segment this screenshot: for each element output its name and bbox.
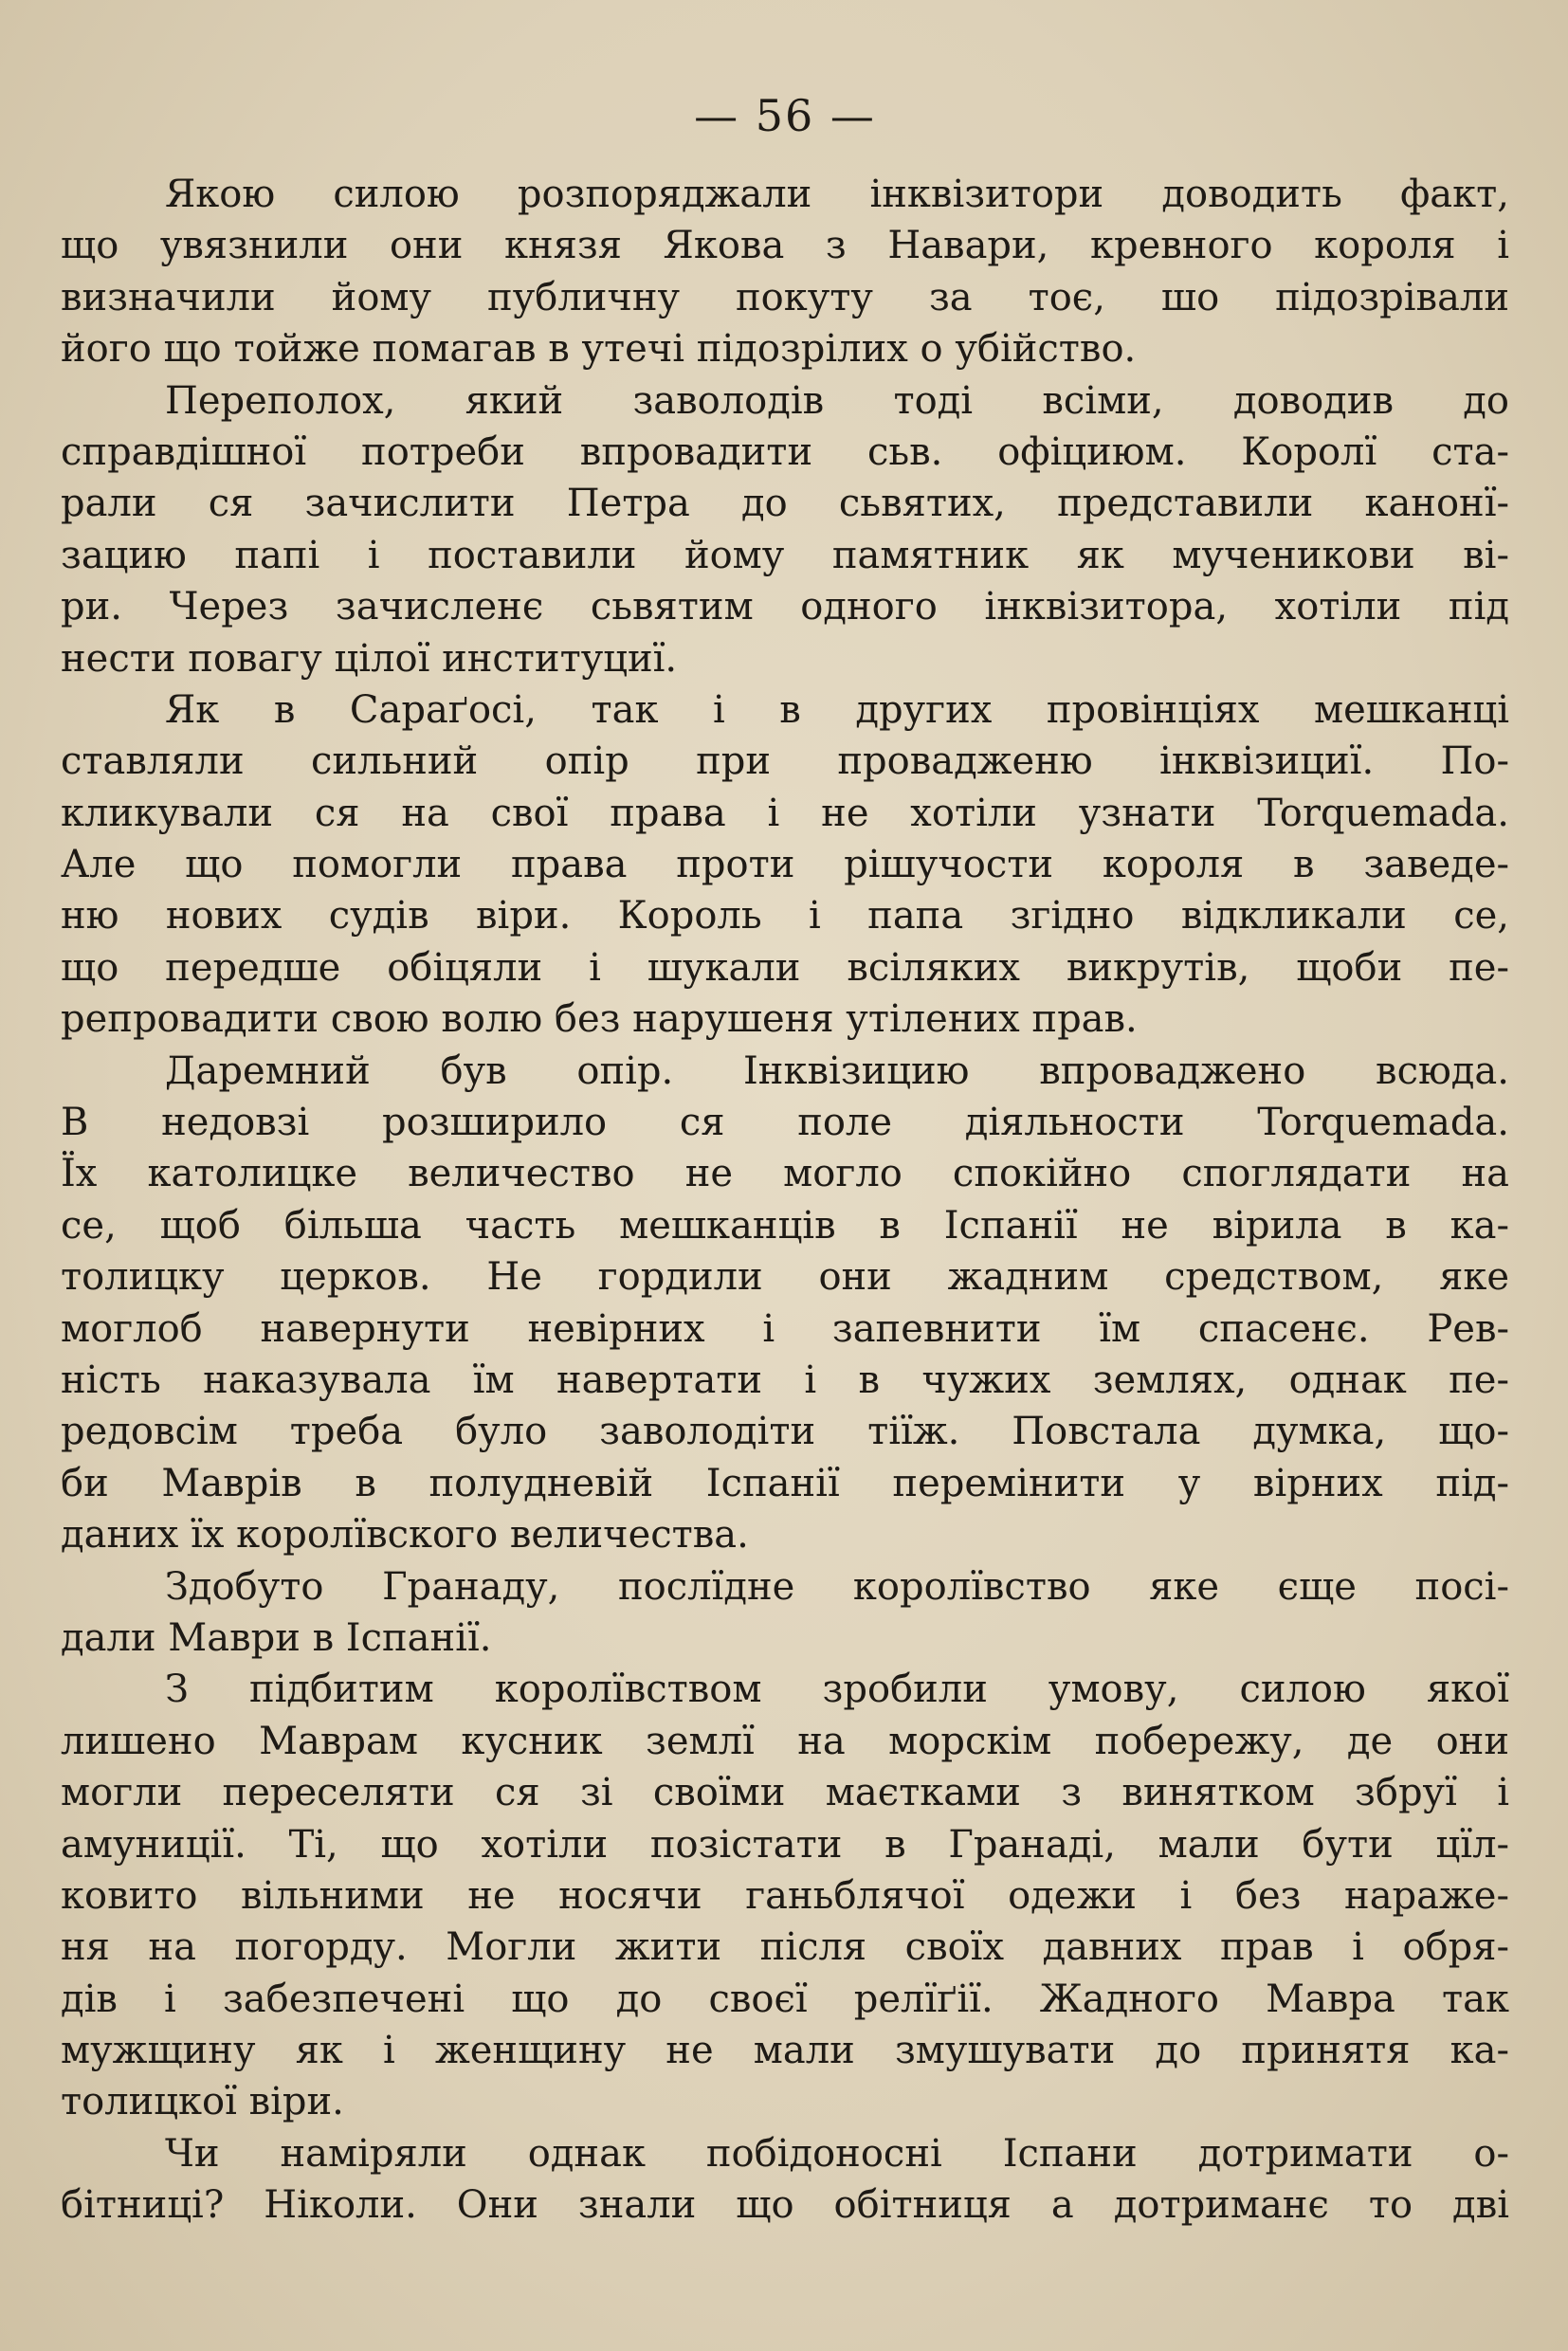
- text-line: се, щоб більша часть мешканців в Іспанії не вірила в ка-: [61, 1203, 1509, 1248]
- text-line: рали ся зачислити Петра до сьвятих, представили канонї-: [61, 482, 1509, 526]
- text-line: бітниці? Ніколи. Они знали що обітниця а дотриманє то дві: [61, 2183, 1509, 2228]
- paragraph: [61, 169, 1509, 375]
- text-line: що увязнили они князя Якова з Навари, кревного короля і: [61, 224, 1509, 268]
- text-line: дів і забезпечені що до своєї релїґії. Жадного Мавра так: [61, 1977, 1509, 2021]
- text-line: би Маврів в полудневій Іспанії перемінити у вірних під-: [61, 1461, 1509, 1505]
- paragraph: [61, 2128, 1509, 2232]
- text-line: мужщину як і женщину не мали змушувати до принятя ка-: [61, 2029, 1509, 2073]
- text-line: В недовзі розширило ся поле діяльности Torquemada.: [61, 1101, 1509, 1145]
- text-line: зацию папі і поставили йому памятник як мученикови ві-: [61, 533, 1509, 577]
- text-line: З підбитим королївством зробили умову, силою якої: [165, 1668, 1509, 1712]
- text-line: Чи наміряли однак побідоносні Іспани дотримати о-: [165, 2131, 1509, 2176]
- text-line: редовсім треба було заволодіти тіїж. Повстала думка, що-: [61, 1410, 1509, 1454]
- text-line: ковито вільними не носячи ганьблячої одежи і без нараже-: [61, 1873, 1509, 1918]
- text-line: толицку церков. Не гордили они жадним средством, яке: [61, 1255, 1509, 1300]
- text-line: ри. Через зачисленє сьвятим одного інквізитора, хотіли під: [61, 585, 1509, 629]
- paragraph: [61, 1561, 1509, 1665]
- text-line: його що тойже помагав в утечі підозрілих о убійство.: [61, 327, 1137, 372]
- text-line: що передше обіцяли і шукали всіляких викрутів, щоби пе-: [61, 945, 1509, 990]
- text-line: Якою силою розпоряджали інквізитори доводить факт,: [165, 173, 1509, 216]
- text-line: кликували ся на свої права і не хотіли узнати Torquemada.: [61, 791, 1509, 835]
- text-line: репровадити свою волю без нарушеня утілених прав.: [61, 997, 1138, 1042]
- text-line: Але що помогли права проти рішучости короля в заведе-: [61, 843, 1509, 887]
- text-line: ставляли сильний опір при провадженю інквізициї. По-: [61, 739, 1509, 784]
- text-line: лишено Маврам кусник землї на морскім побережу, де они: [61, 1719, 1509, 1763]
- text-line: Їх католицке величество не могло спокійно споглядати на: [61, 1152, 1509, 1196]
- paragraph: [61, 684, 1509, 1046]
- text-line: моглоб навернути невірних і запевнити їм спасенє. Рев-: [61, 1306, 1509, 1351]
- paragraph: [61, 1664, 1509, 2128]
- text-line: ню нових судів віри. Король і папа згідно відкликали се,: [61, 894, 1509, 939]
- paragraph: [61, 375, 1509, 684]
- page-number: — 56 —: [694, 90, 876, 141]
- text-line: ня на погорду. Могли жити після своїх давних прав і обря-: [61, 1925, 1509, 1970]
- text-line: могли переселяти ся зі своїми маєтками з винятком збруї і: [61, 1771, 1509, 1815]
- text-line: нести повагу цілої институциї.: [61, 636, 678, 681]
- text-line: Переполох, який заволодів тоді всіми, доводив до: [165, 378, 1509, 423]
- text-line: даних їх королївского величества.: [61, 1513, 749, 1558]
- text-line: Як в Сараґосі, так і в других провінціях мешканці: [165, 687, 1509, 732]
- text-line: Здобуто Гранаду, послїдне королївство яке єще посі-: [165, 1564, 1509, 1609]
- text-line: толицкої віри.: [61, 2080, 344, 2124]
- text-line: дали Маври в Іспанії.: [61, 1615, 492, 1660]
- text-line: справдішної потреби впровадити сьв. офіциюм. Королї ста-: [61, 429, 1509, 474]
- text-line: ність наказувала їм навертати і в чужих землях, однак пе-: [61, 1358, 1509, 1402]
- text-line: Даремний був опір. Інквізицию впроваджено всюда.: [165, 1048, 1509, 1093]
- body-text: [61, 169, 1509, 2232]
- text-line: визначили йому публичну покуту за тоє, шо підозрівали: [61, 275, 1509, 319]
- paragraph: [61, 1046, 1509, 1561]
- text-line: амуниції. Ті, що хотіли позістати в Гранаді, мали бути цїл-: [61, 1822, 1509, 1867]
